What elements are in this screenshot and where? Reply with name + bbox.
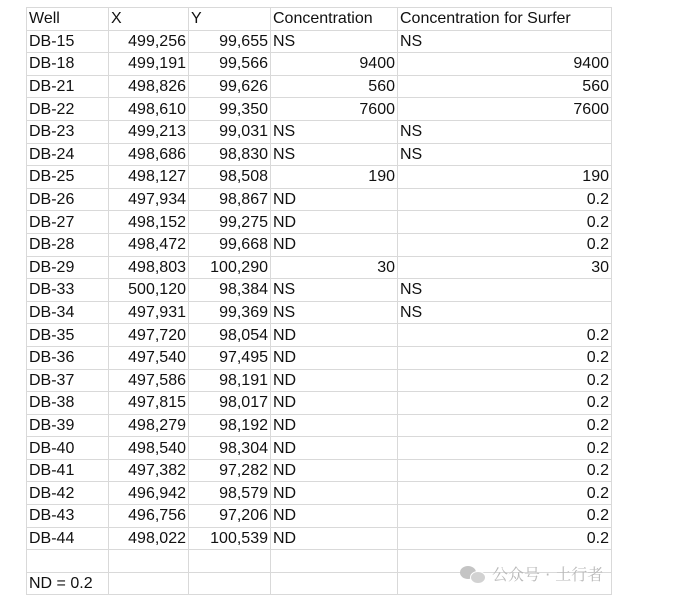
cell-concentration-for-surfer[interactable]: NS: [398, 143, 612, 166]
cell-concentration-for-surfer[interactable]: NS: [398, 279, 612, 302]
cell-concentration-for-surfer[interactable]: 0.2: [398, 482, 612, 505]
cell-concentration[interactable]: 560: [271, 75, 398, 98]
cell-concentration-for-surfer[interactable]: NS: [398, 30, 612, 53]
watermark: [460, 562, 603, 585]
cell-y[interactable]: 99,668: [189, 233, 271, 256]
cell-well[interactable]: DB-27: [27, 211, 109, 234]
cell-concentration[interactable]: NS: [271, 30, 398, 53]
cell-concentration-for-surfer[interactable]: 0.2: [398, 527, 612, 550]
table-row: [27, 459, 612, 482]
cell-well[interactable]: DB-41: [27, 459, 109, 482]
cell-concentration-for-surfer[interactable]: 9400: [398, 53, 612, 76]
cell-concentration[interactable]: NS: [271, 279, 398, 302]
cell-y[interactable]: 98,830: [189, 143, 271, 166]
footnote-cell[interactable]: ND = 0.2: [27, 572, 109, 595]
cell-concentration[interactable]: 7600: [271, 98, 398, 121]
cell-concentration-for-surfer[interactable]: 30: [398, 256, 612, 279]
cell-y[interactable]: 100,290: [189, 256, 271, 279]
cell-y[interactable]: 99,566: [189, 53, 271, 76]
cell-concentration-for-surfer[interactable]: 0.2: [398, 392, 612, 415]
cell-well[interactable]: DB-24: [27, 143, 109, 166]
cell-well[interactable]: DB-21: [27, 75, 109, 98]
table-row: [27, 437, 612, 460]
empty-cell[interactable]: [27, 550, 109, 573]
cell-concentration[interactable]: NS: [271, 143, 398, 166]
table-row: [27, 98, 612, 121]
cell-concentration[interactable]: ND: [271, 459, 398, 482]
cell-well[interactable]: DB-28: [27, 233, 109, 256]
cell-x[interactable]: 496,756: [109, 505, 189, 528]
cell-concentration[interactable]: 30: [271, 256, 398, 279]
cell-concentration[interactable]: ND: [271, 369, 398, 392]
table-row: [27, 505, 612, 528]
cell-x[interactable]: 497,382: [109, 459, 189, 482]
cell-y[interactable]: 99,031: [189, 120, 271, 143]
cell-concentration[interactable]: ND: [271, 437, 398, 460]
table-row: [27, 324, 612, 347]
cell-y[interactable]: 98,192: [189, 414, 271, 437]
cell-x[interactable]: 498,127: [109, 166, 189, 189]
cell-concentration[interactable]: ND: [271, 346, 398, 369]
cell-x[interactable]: 497,720: [109, 324, 189, 347]
table-row: [27, 256, 612, 279]
table-row: [27, 75, 612, 98]
table-row: [27, 120, 612, 143]
cell-concentration-for-surfer[interactable]: 560: [398, 75, 612, 98]
spreadsheet-grid: [26, 7, 612, 595]
cell-y[interactable]: 99,655: [189, 30, 271, 53]
cell-y[interactable]: 97,282: [189, 459, 271, 482]
cell-well[interactable]: DB-23: [27, 120, 109, 143]
table-row: [27, 53, 612, 76]
cell-well[interactable]: DB-22: [27, 98, 109, 121]
cell-concentration-for-surfer[interactable]: 0.2: [398, 505, 612, 528]
table-row: [27, 392, 612, 415]
cell-well[interactable]: DB-15: [27, 30, 109, 53]
table-row: [27, 188, 612, 211]
cell-concentration[interactable]: ND: [271, 188, 398, 211]
cell-concentration-for-surfer[interactable]: 0.2: [398, 437, 612, 460]
table-row: [27, 527, 612, 550]
cell-concentration[interactable]: ND: [271, 527, 398, 550]
cell-well[interactable]: DB-25: [27, 166, 109, 189]
cell-concentration[interactable]: 9400: [271, 53, 398, 76]
cell-x[interactable]: 498,152: [109, 211, 189, 234]
empty-cell[interactable]: [109, 550, 189, 573]
cell-concentration-for-surfer[interactable]: NS: [398, 301, 612, 324]
cell-well[interactable]: DB-33: [27, 279, 109, 302]
table-row: [27, 279, 612, 302]
cell-concentration[interactable]: 190: [271, 166, 398, 189]
table-row: [27, 414, 612, 437]
cell-y[interactable]: 98,867: [189, 188, 271, 211]
cell-concentration-for-surfer[interactable]: 0.2: [398, 346, 612, 369]
cell-well[interactable]: DB-40: [27, 437, 109, 460]
cell-y[interactable]: 97,206: [189, 505, 271, 528]
cell-y[interactable]: 98,017: [189, 392, 271, 415]
cell-y[interactable]: 98,054: [189, 324, 271, 347]
sheet-body: [27, 8, 612, 595]
cell-well[interactable]: DB-39: [27, 414, 109, 437]
cell-x[interactable]: 498,610: [109, 98, 189, 121]
empty-cell[interactable]: [271, 550, 398, 573]
table-row: [27, 211, 612, 234]
cell-concentration-for-surfer[interactable]: NS: [398, 120, 612, 143]
cell-well[interactable]: DB-26: [27, 188, 109, 211]
cell-x[interactable]: 499,191: [109, 53, 189, 76]
cell-x[interactable]: 499,256: [109, 30, 189, 53]
cell-x[interactable]: 497,934: [109, 188, 189, 211]
cell-well[interactable]: DB-43: [27, 505, 109, 528]
cell-x[interactable]: 496,942: [109, 482, 189, 505]
cell-well[interactable]: DB-42: [27, 482, 109, 505]
header-well[interactable]: Well: [27, 8, 109, 31]
cell-well[interactable]: DB-29: [27, 256, 109, 279]
cell-x[interactable]: 498,803: [109, 256, 189, 279]
cell-y[interactable]: 99,369: [189, 301, 271, 324]
cell-concentration[interactable]: NS: [271, 301, 398, 324]
cell-concentration-for-surfer[interactable]: 0.2: [398, 324, 612, 347]
cell-well[interactable]: DB-44: [27, 527, 109, 550]
cell-concentration[interactable]: ND: [271, 392, 398, 415]
cell-y[interactable]: 100,539: [189, 527, 271, 550]
cell-x[interactable]: 497,586: [109, 369, 189, 392]
table-row: [27, 143, 612, 166]
table-row: [27, 233, 612, 256]
cell-concentration[interactable]: NS: [271, 120, 398, 143]
cell-well[interactable]: DB-36: [27, 346, 109, 369]
header-concentration-for-surfer[interactable]: Concentration for Surfer: [398, 8, 612, 31]
cell-concentration[interactable]: ND: [271, 505, 398, 528]
empty-cell[interactable]: [271, 572, 398, 595]
cell-concentration-for-surfer[interactable]: 190: [398, 166, 612, 189]
wechat-icon: [460, 564, 486, 584]
table-row: [27, 166, 612, 189]
cell-concentration-for-surfer[interactable]: 0.2: [398, 414, 612, 437]
cell-well[interactable]: DB-38: [27, 392, 109, 415]
cell-y[interactable]: 97,495: [189, 346, 271, 369]
cell-concentration[interactable]: ND: [271, 482, 398, 505]
watermark-text: 公众号 · 土行者: [492, 565, 604, 584]
cell-well[interactable]: DB-37: [27, 369, 109, 392]
empty-cell[interactable]: [189, 550, 271, 573]
cell-concentration-for-surfer[interactable]: 0.2: [398, 233, 612, 256]
cell-y[interactable]: 99,626: [189, 75, 271, 98]
cell-concentration-for-surfer[interactable]: 0.2: [398, 459, 612, 482]
cell-x[interactable]: 498,826: [109, 75, 189, 98]
cell-x[interactable]: 500,120: [109, 279, 189, 302]
table-row: [27, 482, 612, 505]
cell-well[interactable]: DB-18: [27, 53, 109, 76]
cell-x[interactable]: 498,472: [109, 233, 189, 256]
cell-well[interactable]: DB-35: [27, 324, 109, 347]
cell-y[interactable]: 98,579: [189, 482, 271, 505]
table-row: [27, 301, 612, 324]
cell-x[interactable]: 497,540: [109, 346, 189, 369]
cell-y[interactable]: 99,275: [189, 211, 271, 234]
cell-x[interactable]: 498,022: [109, 527, 189, 550]
header-row: [27, 8, 612, 31]
cell-concentration[interactable]: ND: [271, 233, 398, 256]
cell-x[interactable]: 497,815: [109, 392, 189, 415]
cell-y[interactable]: 99,350: [189, 98, 271, 121]
empty-cell[interactable]: [109, 572, 189, 595]
cell-concentration[interactable]: ND: [271, 324, 398, 347]
cell-concentration[interactable]: ND: [271, 414, 398, 437]
cell-concentration-for-surfer[interactable]: 0.2: [398, 188, 612, 211]
header-y[interactable]: Y: [189, 8, 271, 31]
cell-y[interactable]: 98,304: [189, 437, 271, 460]
cell-concentration-for-surfer[interactable]: 0.2: [398, 211, 612, 234]
cell-y[interactable]: 98,191: [189, 369, 271, 392]
cell-concentration[interactable]: ND: [271, 211, 398, 234]
cell-x[interactable]: 497,931: [109, 301, 189, 324]
cell-concentration-for-surfer[interactable]: 0.2: [398, 369, 612, 392]
cell-y[interactable]: 98,508: [189, 166, 271, 189]
cell-x[interactable]: 498,279: [109, 414, 189, 437]
cell-concentration-for-surfer[interactable]: 7600: [398, 98, 612, 121]
table-row: [27, 369, 612, 392]
header-x[interactable]: X: [109, 8, 189, 31]
empty-cell[interactable]: [189, 572, 271, 595]
table-row: [27, 346, 612, 369]
cell-y[interactable]: 98,384: [189, 279, 271, 302]
cell-x[interactable]: 498,686: [109, 143, 189, 166]
cell-x[interactable]: 499,213: [109, 120, 189, 143]
header-concentration[interactable]: Concentration: [271, 8, 398, 31]
table-row: [27, 30, 612, 53]
cell-x[interactable]: 498,540: [109, 437, 189, 460]
cell-well[interactable]: DB-34: [27, 301, 109, 324]
